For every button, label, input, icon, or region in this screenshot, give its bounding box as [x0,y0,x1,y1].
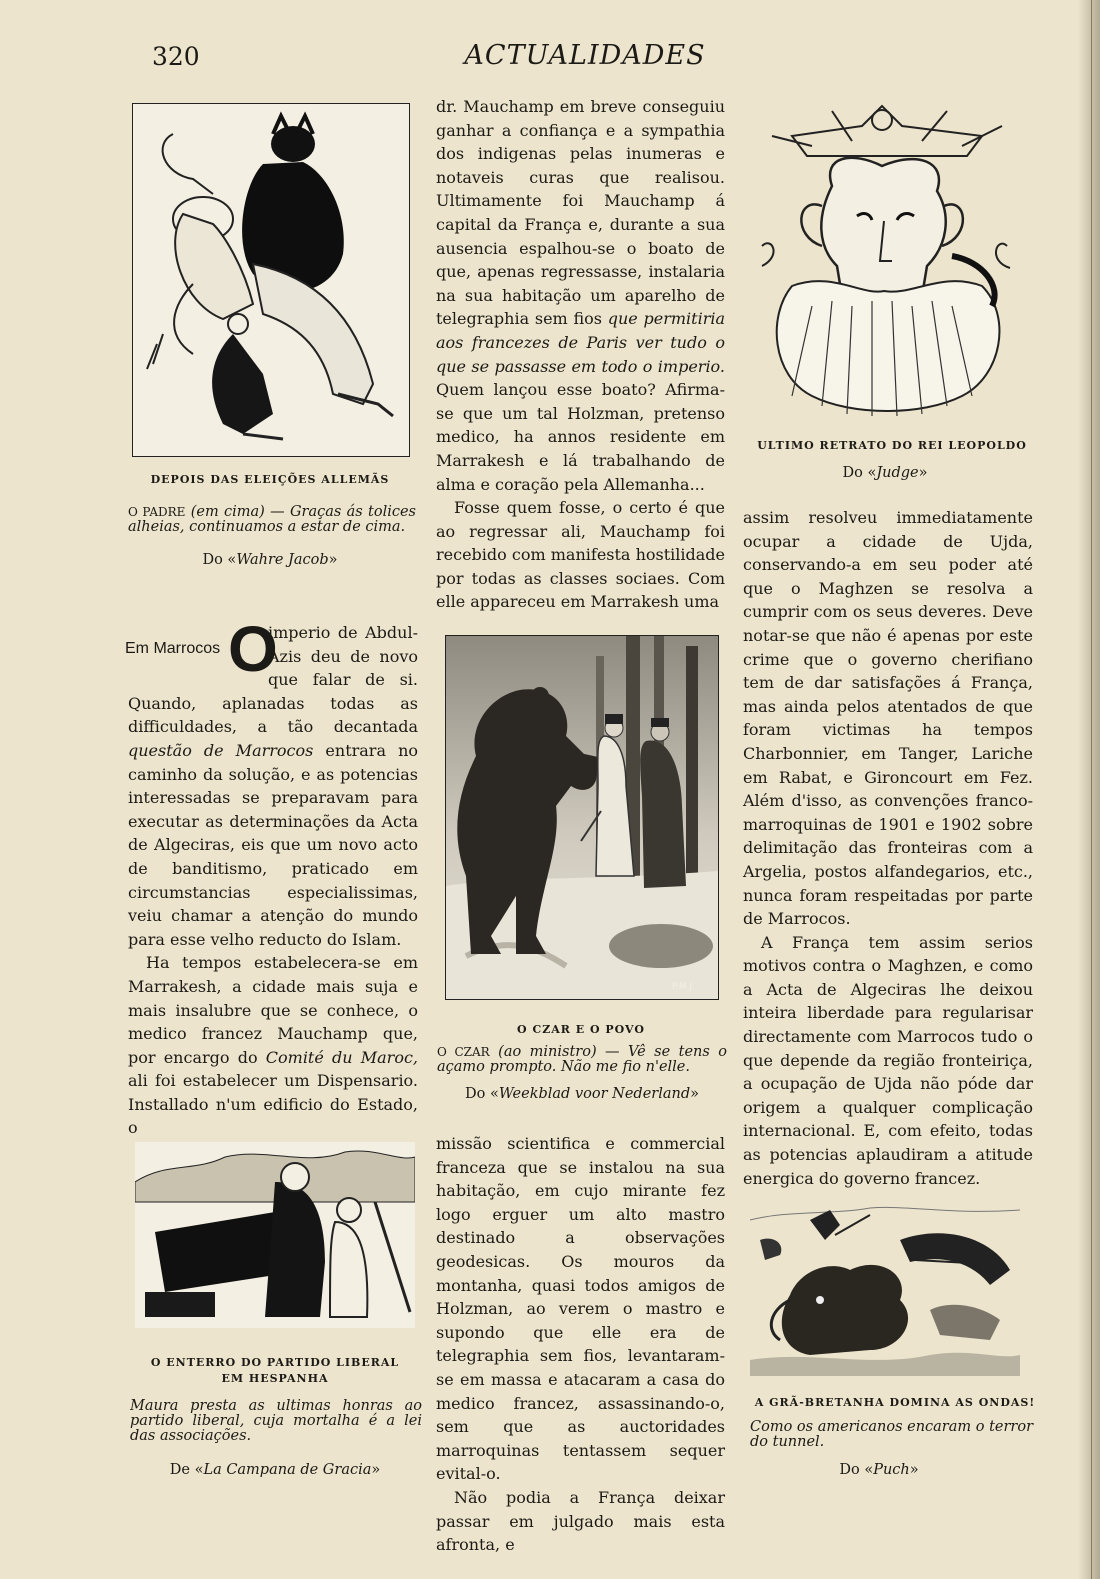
paragraph-text: Ha tempos estabelecera-se em Marrakesh, a cidade mais suja e mais insalubre que se conhece, o medico francez Mauchamp que, por encargo do [128,953,418,1067]
paragraph: A França tem assim serios motivos contra o Maghzen, e como a Acta de Algeciras lhe deixou inteira liberdade para regularisar directamente com Marrocos tudo o que depende da região fronteiriça, a ocupação de Ujda não póde dar origem a qualquer complicação internacional. E, com efeito, todas as potencias aplaudiram a atitude energica do governo francez. [743,932,1033,1188]
paragraph-text: entrara no caminho da solução, e as potencias interessadas se preparavam para executar as determinações da Acta de Algeciras, eis que um novo acto de banditismo, praticado em circumstancias especialissimas, veiu chamar a atenção do mundo para esse velho reducto do Islam. [128,740,418,949]
drop-cap-block [125,613,278,685]
source-prefix: De « [169,1462,204,1478]
source-name: Puch [873,1462,910,1478]
britain-dominates-waves-illustration [750,1200,1020,1376]
paragraph: Não podia a França deixar passar em julgado mais esta afronta, e [436,1487,725,1555]
figure-caption: DEPOIS DAS ELEIÇÕES ALLEMÃS [150,473,390,486]
figure-caption: A GRÃ-BRETANHA DOMINA AS ONDAS! [754,1396,1036,1409]
article-column-2-bottom [436,1132,725,1557]
figure-source [132,1462,418,1478]
page-number: 320 [152,42,200,71]
source-suffix: » [328,552,338,568]
figure-caption [135,1355,415,1387]
quote-text: — Vê se tens o açamo prompto. Não me fio n'elle. [437,1044,728,1075]
source-name: Wahre Jacob [236,552,329,568]
source-suffix: » [690,1086,699,1102]
speaker-label: O CZAR [437,1045,490,1059]
cartoon-funeral-illustration [135,1142,415,1328]
emphasis-text: que permitiria aos francezes de Paris ver tudo o que se passasse em todo o imperio. [436,309,725,376]
figure-quote [128,505,416,535]
paragraph-text: Quem lançou esse boato? Afirma-se que um tal Holzman, pretenso medico, ha annos residente em Marrakesh e lá trabalhando de alma e coração pela Allemanha... [436,380,725,494]
source-name: Weekblad voor Nederland [498,1086,691,1102]
source-prefix: Do « [842,465,877,481]
caption-line: EM HESPANHA [221,1372,329,1385]
paragraph: Fosse quem fosse, o certo é que ao regressar ali, Mauchamp foi recebido com manifesta hostilidade por todas as classes sociaes. Com elle appareceu em Marrakesh uma [436,498,725,612]
source-suffix: » [371,1462,381,1478]
figure-quote: Maura presta as ultimas honras ao partido liberal, cuja mortalha é a lei das associações. [130,1398,422,1444]
source-name: La Campana de Gracia [203,1462,372,1478]
figure-source [750,1462,1008,1478]
figure-source [132,552,408,568]
emphasis-text: Comité du Maroc, [265,1047,419,1067]
source-suffix: » [918,465,928,481]
section-label: Em Marrocos [125,640,221,657]
article-column-2-top [436,95,725,614]
figure-source [440,1086,724,1102]
cartoon-priest-illustration [132,103,410,457]
page-title: ACTUALIDADES [464,40,706,71]
quote-text: — Graças ás tolices alheias, continuamos a estar de cima. [128,504,416,535]
illustration-signature: P.M.J. [672,982,696,992]
speaker-label: O PADRE [128,505,186,519]
figure-quote: Como os americanos encaram o terror do tunnel. [750,1419,1034,1450]
article-column-3 [743,506,1033,1190]
source-name: Judge [876,465,919,481]
figure-quote [437,1045,727,1075]
source-prefix: Do « [839,1462,874,1478]
source-suffix: » [909,1462,919,1478]
figure-source [752,465,1018,481]
caption-line: O ENTERRO DO PARTIDO LIBERAL [150,1356,400,1369]
paragraph-text: dr. Mauchamp em breve conseguiu ganhar a confiança e a sympathia dos indigenas pelas inumeras e notaveis curas que realisou. Ultimamente foi Mauchamp á capital da França e, durante a sua ausencia espalhou-se o boato de que, apenas regressasse, instalaria na sua habitação um aparelho de telegraphia sem fios [436,97,725,329]
paragraph [125,613,418,951]
paragraph: missão scientifica e commercial franceza que se instalou na sua habitação, em cujo mirante fez logo erguer um alto mastro destinado a observações geodesicas. Os mouros da montanha, quasi todos amigos de Holzman, ao verem o mastro e supondo que elle era de telegraphia sem fios, levantaram-se em massa e atacaram a casa do medico francez, assassinando-o, sem que as auctoridades marroquinas tentassem sequer evital-o. [436,1134,725,1484]
emphasis-text: questão de Marrocos [128,740,314,760]
figure-caption: O CZAR E O POVO [517,1023,645,1036]
source-prefix: Do « [202,552,237,568]
king-leopold-caricature [752,96,1022,426]
paragraph [128,951,418,1140]
page-edge-line [1091,0,1092,1579]
drop-cap: O [228,613,278,685]
article-column-1 [125,613,419,1140]
speaker-note: (em cima) [190,504,265,520]
figure-caption: ULTIMO RETRATO DO REI LEOPOLDO [757,439,1027,452]
paragraph [436,95,725,496]
bear-and-czar-illustration [445,635,719,1000]
paragraph-text: imperio de Abdul-Azis deu de novo que falar de si. Quando, aplanadas todas as difficuldades, a tão decantada [128,623,418,737]
source-prefix: Do « [464,1086,499,1102]
page-edge-shadow [1078,0,1100,1579]
paragraph: assim resolveu immediatamente ocupar a cidade de Ujda, conservando-a em seu poder até que o Maghzen se resolva a cumprir com os seus deveres. Deve notar-se que não é apenas por este crime que o governo cherifiano tem de dar satisfações á França, mas ainda pelos atentados de que foram victimas ha tempos Charbonnier, em Tanger, Lariche em Rabat, e Gironcourt em Fez. Além d'isso, as convenções franco-marroquinas de 1901 e 1902 sobre delimitação das fronteiras com a Argelia, postos alfandegarios, etc., nunca foram respeitadas por parte de Marrocos. [743,508,1033,929]
paragraph-text: ali foi estabelecer um Dispensario. Installado n'um edificio do Estado, o [128,1071,418,1138]
speaker-note: (ao ministro) [498,1044,597,1060]
